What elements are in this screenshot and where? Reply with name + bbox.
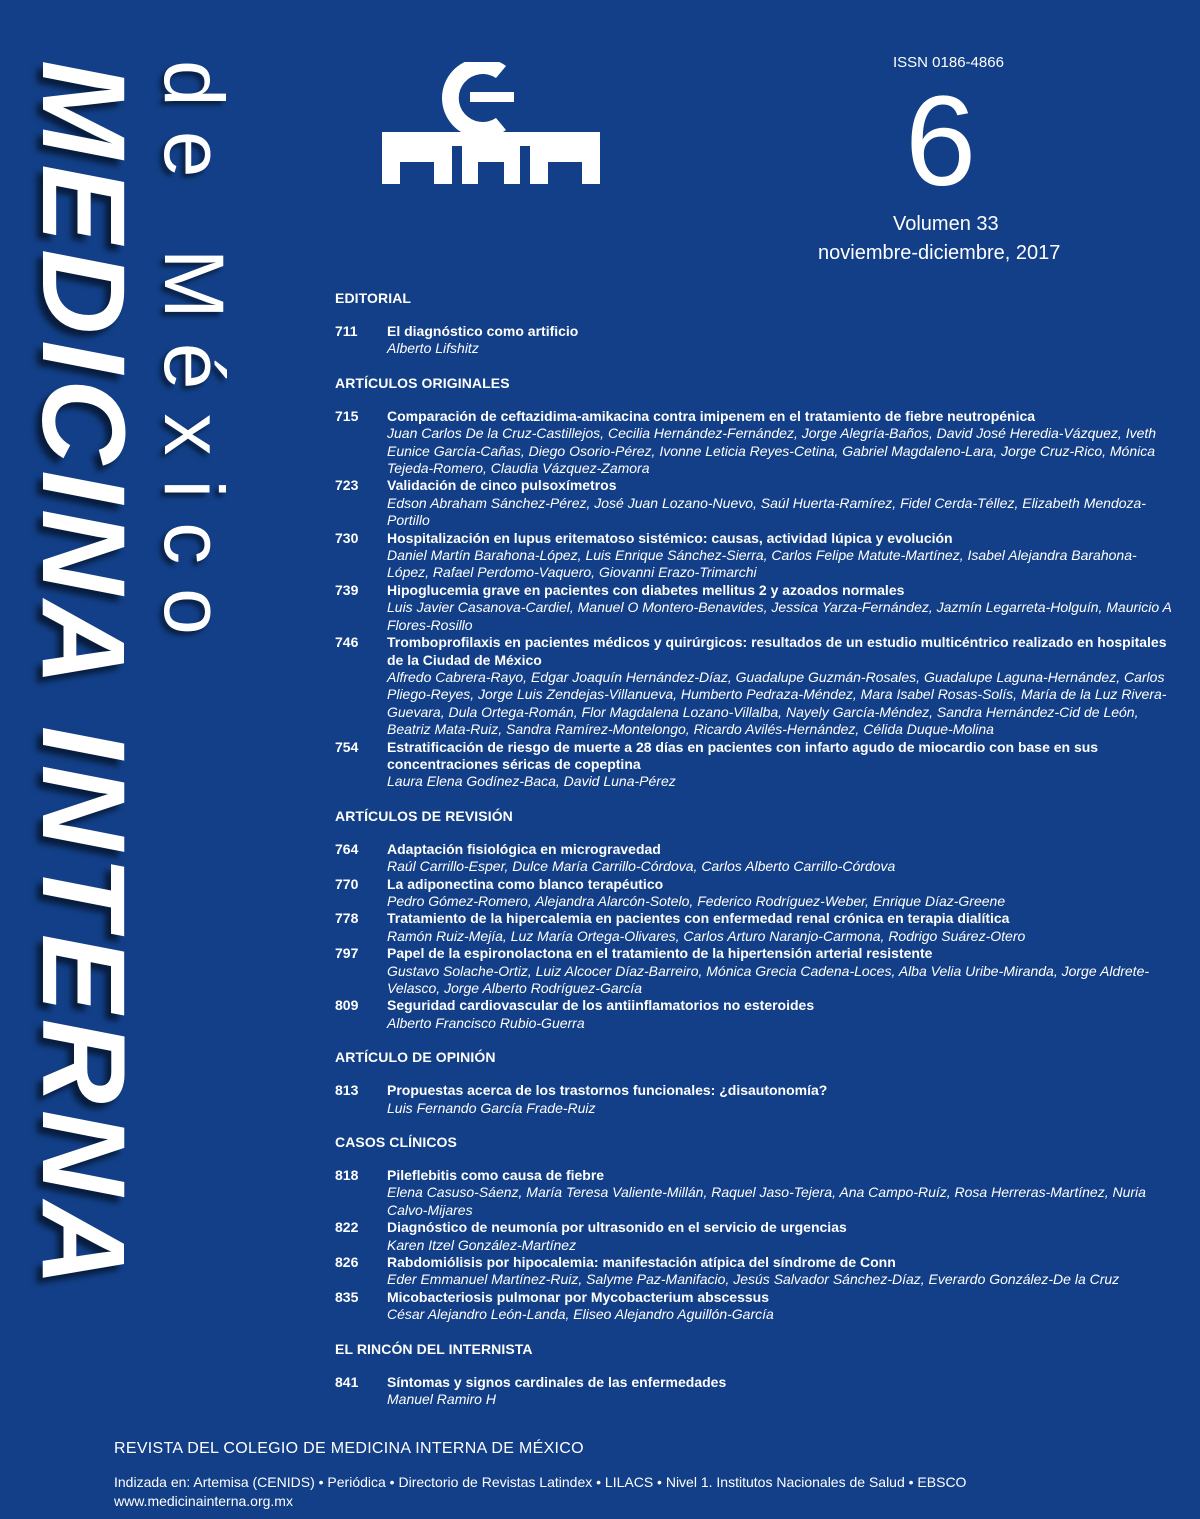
toc-entry[interactable] <box>335 323 1175 358</box>
entry-title: Comparación de ceftazidima-amikacina contra imipenem en el tratamiento de fiebre neutropénica <box>387 407 1036 424</box>
journal-subtitle: de México <box>147 60 241 659</box>
entry-page: 835 <box>335 1288 359 1305</box>
section-title: ARTÍCULOS DE REVISIÓN <box>335 807 513 824</box>
entry-authors: Luis Fernando García Frade-Ruiz <box>387 1099 596 1116</box>
entry-page: 809 <box>335 997 359 1014</box>
entry-authors: Gustavo Solache-Ortiz, Luiz Alcocer Díaz-Barreiro, Mónica Grecia Cadena-Loces, Alba Velia Uribe-Miranda, Jorge Aldrete-Velasco, Jorge Alberto Rodríguez-García <box>387 962 1150 996</box>
toc-entry[interactable] <box>335 945 1175 997</box>
toc-entry[interactable] <box>335 1167 1175 1219</box>
entry-title: Diagnóstico de neumonía por ultrasonido en el servicio de urgencias <box>387 1219 847 1236</box>
entry-authors: Karen Itzel González-Martínez <box>387 1236 577 1253</box>
section-title: ARTÍCULOS ORIGINALES <box>335 374 510 391</box>
toc-entry[interactable] <box>335 530 1175 582</box>
entry-title: Papel de la espironolactona en el tratamiento de la hipertensión arterial resistente <box>387 945 933 962</box>
entry-title: Adaptación fisiológica en microgravedad <box>387 840 661 857</box>
entry-authors: Laura Elena Godínez-Baca, David Luna-Pérez <box>387 773 676 790</box>
entry-authors: Eder Emmanuel Martínez-Ruiz, Salyme Paz-Manifacio, Jesús Salvador Sánchez-Díaz, Everardo González-De la Cruz <box>387 1271 1120 1288</box>
entry-page: 826 <box>335 1254 359 1271</box>
entry-page: 730 <box>335 529 359 546</box>
entry-page: 770 <box>335 875 359 892</box>
issue-date: noviembre-diciembre, 2017 <box>818 242 1061 264</box>
toc-entry[interactable] <box>335 1289 1175 1324</box>
entry-page: 813 <box>335 1082 359 1099</box>
issue-number: 6 <box>905 70 977 213</box>
entry-page: 818 <box>335 1167 359 1184</box>
journal-title: MEDICINA INTERNA <box>17 60 149 1293</box>
section-title: CASOS CLÍNICOS <box>335 1134 457 1151</box>
entry-authors: Raúl Carrillo-Esper, Dulce María Carrillo-Córdova, Carlos Alberto Carrillo-Córdova <box>387 858 896 875</box>
entry-title: Hospitalización en lupus eritematoso sistémico: causas, actividad lúpica y evolución <box>387 529 953 546</box>
toc-entry[interactable] <box>335 910 1175 945</box>
entry-authors: Alfredo Cabrera-Rayo, Edgar Joaquín Hernández-Díaz, Guadalupe Guzmán-Rosales, Guadalupe Laguna-Hernández, Carlos Pliego-Reyes, Jorge Luis Zendejas-Villanueva, Humberto Pedraza-Méndez, Mara Isabel Rosas-Solís, María de la Luz Rivera-Guevara, Dula Ortega-Román, Flor Magdalena Lozano-Villalba, Nayely García-Méndez, Sandra Hernández-Cid de León, Beatriz Mata-Ruiz, Sandra Ramírez-Montelongo, Ricardo Avilés-Hernández, Célida Duque-Molina <box>387 668 1167 738</box>
entry-page: 822 <box>335 1219 359 1236</box>
section-title: EDITORIAL <box>335 290 412 306</box>
section-title: ARTÍCULO DE OPINIÓN <box>335 1049 496 1066</box>
toc-entry[interactable] <box>335 841 1175 876</box>
entry-title: La adiponectina como blanco terapéutico <box>387 875 664 892</box>
entry-title: Rabdomiólisis por hipocalemia: manifestación atípica del síndrome de Conn <box>387 1254 896 1271</box>
footer-url[interactable]: www.medicinainterna.org.mx <box>114 1493 293 1509</box>
toc-entry[interactable] <box>335 876 1175 911</box>
entry-authors: Daniel Martín Barahona-López, Luis Enrique Sánchez-Sierra, Carlos Felipe Matute-Martínez, Isabel Alejandra Barahona-López, Rafael Perdomo-Vaquero, Giovanni Erazo-Trimarchi <box>387 547 1137 581</box>
entry-page: 754 <box>335 738 359 755</box>
toc-entry[interactable] <box>335 997 1175 1032</box>
entry-title: Micobacteriosis pulmonar por Mycobacterium abscessus <box>387 1288 770 1305</box>
toc-entry[interactable] <box>335 1374 1175 1409</box>
entry-page: 711 <box>335 323 358 339</box>
entry-title: Propuestas acerca de los trastornos funcionales: ¿disautonomía? <box>387 1082 828 1099</box>
toc-entry[interactable] <box>335 582 1175 634</box>
table-of-contents <box>335 290 1175 1409</box>
section-title: EL RINCÓN DEL INTERNISTA <box>335 1340 533 1357</box>
entry-title: El diagnóstico como artificio <box>387 323 579 339</box>
volume: Volumen 33 <box>893 213 999 235</box>
toc-entry[interactable] <box>335 1082 1175 1117</box>
entry-title: Estratificación de riesgo de muerte a 28 días en pacientes con infarto agudo de miocardio con base en sus concentraciones séricas de copeptina <box>387 738 1099 772</box>
toc-entry[interactable] <box>335 739 1175 791</box>
entry-title: Síntomas y signos cardinales de las enfermedades <box>387 1373 727 1390</box>
entry-authors: Manuel Ramiro H <box>387 1391 496 1408</box>
toc-entry[interactable] <box>335 477 1175 529</box>
entry-page: 739 <box>335 581 359 598</box>
entry-authors: Luis Javier Casanova-Cardiel, Manuel O Montero-Benavides, Jessica Yarza-Fernández, Jazmín Legarreta-Holguín, Mauricio A Flores-Rosillo <box>387 599 1172 633</box>
entry-title: Seguridad cardiovascular de los antiinflamatorios no esteroides <box>387 997 815 1014</box>
masthead <box>0 0 330 1300</box>
entry-title: Tromboprofilaxis en pacientes médicos y quirúrgicos: resultados de un estudio multicéntrico realizado en hospitales de la Ciudad de México <box>387 634 1167 668</box>
entry-authors: Alberto Francisco Rubio-Guerra <box>387 1014 585 1031</box>
entry-page: 723 <box>335 477 359 494</box>
entry-page: 715 <box>335 407 359 424</box>
entry-authors: Elena Casuso-Sáenz, María Teresa Valiente-Millán, Raquel Jaso-Tejera, Ana Campo-Ruíz, Rosa Herreras-Martínez, Nuria Calvo-Mijares <box>387 1184 1146 1218</box>
entry-page: 746 <box>335 634 359 651</box>
entry-page: 841 <box>335 1373 359 1390</box>
entry-page: 797 <box>335 945 359 962</box>
entry-page: 764 <box>335 840 359 857</box>
entry-page: 778 <box>335 910 359 927</box>
entry-authors: Ramón Ruiz-Mejía, Luz María Ortega-Olivares, Carlos Arturo Naranjo-Carmona, Rodrigo Suárez-Otero <box>387 927 1026 944</box>
entry-authors: Edson Abraham Sánchez-Pérez, José Juan Lozano-Nuevo, Saúl Huerta-Ramírez, Fidel Cerda-Téllez, Elizabeth Mendoza-Portillo <box>387 494 1146 529</box>
entry-title: Validación de cinco pulsoxímetros <box>387 477 617 494</box>
entry-authors: Alberto Lifshitz <box>387 340 479 357</box>
footer-indexed: Indizada en: Artemisa (CENIDS) • Periódica • Directorio de Revistas Latindex • LILACS • Nivel 1. Institutos Nacionales de Salud • EBSCO <box>114 1474 967 1490</box>
entry-authors: Pedro Gómez-Romero, Alejandra Alarcón-Sotelo, Federico Rodríguez-Weber, Enrique Díaz-Greene <box>387 892 1006 909</box>
toc-entry[interactable] <box>335 1219 1175 1254</box>
college-logo-icon <box>382 62 600 184</box>
entry-authors: Juan Carlos De la Cruz-Castillejos, Cecilia Hernández-Fernández, Jorge Alegría-Baños, David José Heredia-Vázquez, Iveth Eunice García-Cañas, Diego Osorio-Pérez, Ivonne Leticia Reyes-Cetina, Gabriel Magdaleno-Lara, Jorge Cruz-Rico, Mónica Tejeda-Romero, Claudia Vázquez-Zamora <box>387 425 1157 477</box>
entry-title: Pileflebitis como causa de fiebre <box>387 1167 605 1184</box>
entry-title: Tratamiento de la hipercalemia en pacientes con enfermedad renal crónica en terapia dialítica <box>387 910 1010 927</box>
entry-title: Hipoglucemia grave en pacientes con diabetes mellitus 2 y azoados normales <box>387 581 905 598</box>
footer-revista: REVISTA DEL COLEGIO DE MEDICINA INTERNA DE MÉXICO <box>114 1440 584 1457</box>
toc-entry[interactable] <box>335 408 1175 478</box>
toc-entry[interactable] <box>335 1254 1175 1289</box>
issn: ISSN 0186-4866 <box>893 54 1004 71</box>
toc-entry[interactable] <box>335 634 1175 738</box>
entry-authors: César Alejandro León-Landa, Eliseo Alejandro Aguillón-García <box>387 1306 774 1323</box>
